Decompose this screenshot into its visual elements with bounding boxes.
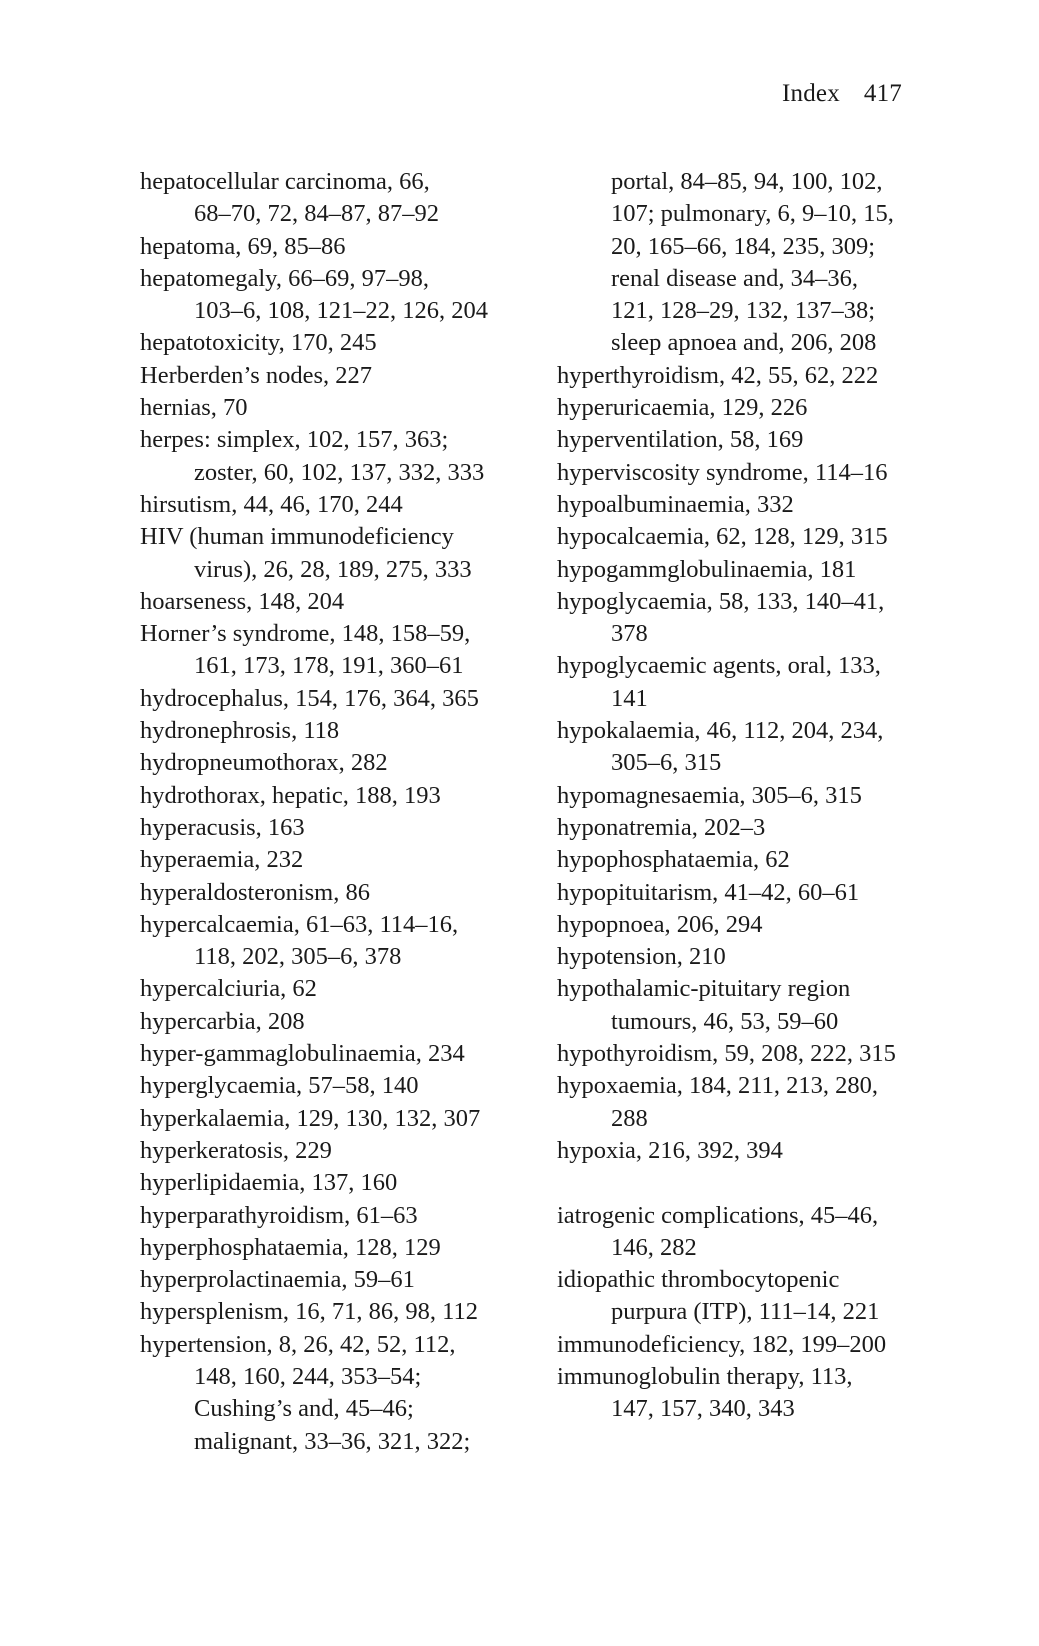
index-entry-line: hypersplenism, 16, 71, 86, 98, 112 — [140, 1298, 478, 1326]
index-entry-line: hypercarbia, 208 — [140, 1007, 305, 1035]
index-entry — [140, 1232, 540, 1264]
index-entry-line: hypothyroidism, 59, 208, 222, 315 — [557, 1040, 896, 1068]
index-entry-line: hyperventilation, 58, 169 — [557, 426, 804, 454]
index-entry-line: hyperkalaemia, 129, 130, 132, 307 — [140, 1104, 481, 1132]
index-entry-line: hyperaemia, 232 — [140, 846, 304, 874]
index-entry — [140, 877, 540, 909]
index-entry-line: hydrocephalus, 154, 176, 364, 365 — [140, 684, 479, 712]
index-entry-continuation: portal, 84–85, 94, 100, 102, — [611, 168, 883, 195]
index-entry — [557, 844, 957, 876]
index-entry-line: hyperuricaemia, 129, 226 — [557, 394, 808, 422]
index-entry — [557, 1038, 957, 1070]
index-entry-line: hypercalciuria, 62 — [140, 975, 317, 1003]
index-entry-line: hypoalbuminaemia, 332 — [557, 490, 794, 518]
page-number: 417 — [863, 80, 902, 107]
index-entry-line: hypoglycaemic agents, oral, 133, — [557, 652, 881, 680]
index-entry-line: hyperthyroidism, 42, 55, 62, 222 — [557, 361, 879, 389]
index-entry-continuation: Cushing’s and, 45–46; — [194, 1395, 414, 1423]
index-entry — [557, 166, 957, 360]
index-entry-line: hypocalcaemia, 62, 128, 129, 315 — [557, 523, 888, 551]
index-entry — [140, 392, 540, 424]
index-entry-line: hydronephrosis, 118 — [140, 717, 340, 745]
index-entry-continuation: 305–6, 315 — [611, 749, 722, 777]
index-entry — [140, 327, 540, 359]
index-entry-continuation: zoster, 60, 102, 137, 332, 333 — [194, 458, 485, 486]
index-entry-continuation: 161, 173, 178, 191, 360–61 — [194, 652, 464, 680]
index-entry — [557, 586, 957, 651]
index-entry-line: hyperprolactinaemia, 59–61 — [140, 1266, 415, 1294]
index-entry-line: hypotension, 210 — [557, 943, 726, 971]
index-entry — [140, 909, 540, 974]
index-entry — [140, 166, 540, 231]
index-entry-line: hypoglycaemia, 58, 133, 140–41, — [557, 587, 885, 615]
index-entry — [140, 1200, 540, 1232]
index-entry — [140, 1006, 540, 1038]
index-entry-continuation: malignant, 33–36, 321, 322; — [194, 1427, 471, 1455]
index-entry — [557, 715, 957, 780]
index-entry — [140, 844, 540, 876]
index-entry-line: hypopituitarism, 41–42, 60–61 — [557, 878, 860, 906]
index-entry — [557, 877, 957, 909]
index-entry — [140, 812, 540, 844]
index-entry-line: hypomagnesaemia, 305–6, 315 — [557, 781, 862, 809]
index-entry-line: hypoxia, 216, 392, 394 — [557, 1136, 783, 1164]
index-entry-continuation: 121, 128–29, 132, 137–38; — [611, 297, 876, 325]
index-entry-line: hyponatremia, 202–3 — [557, 813, 766, 841]
index-entry-line: hepatocellular carcinoma, 66, — [140, 168, 430, 195]
index-entry-continuation: renal disease and, 34–36, — [611, 264, 858, 292]
index-entry-line: hyperparathyroidism, 61–63 — [140, 1201, 418, 1229]
index-entry — [557, 360, 957, 392]
index-entry — [140, 231, 540, 263]
index-entry-line: hoarseness, 148, 204 — [140, 587, 345, 615]
index-entry — [140, 973, 540, 1005]
index-entry — [140, 1038, 540, 1070]
index-entry — [140, 263, 540, 328]
index-entry-continuation: 378 — [611, 620, 648, 648]
running-header — [782, 80, 902, 108]
index-entry — [557, 1329, 957, 1361]
index-entry-line: hyperphosphataemia, 128, 129 — [140, 1233, 441, 1261]
index-entry-line: hernias, 70 — [140, 394, 248, 422]
index-entry-line: hyperkeratosis, 229 — [140, 1136, 332, 1164]
index-entry — [557, 812, 957, 844]
index-entry — [557, 1070, 957, 1135]
index-entry — [140, 360, 540, 392]
index-entry-line: hypothalamic-pituitary region — [557, 975, 851, 1003]
index-entry — [557, 1264, 957, 1329]
index-entry — [557, 554, 957, 586]
index-entry — [557, 973, 957, 1038]
index-entry — [140, 521, 540, 586]
index-entry-line: immunoglobulin therapy, 113, — [557, 1362, 853, 1390]
index-entry — [140, 780, 540, 812]
index-entry — [140, 1070, 540, 1102]
index-entry-line: hypokalaemia, 46, 112, 204, 234, — [557, 717, 884, 745]
index-entry — [140, 424, 540, 489]
index-letter-gap — [557, 1167, 957, 1199]
index-entry — [140, 747, 540, 779]
index-entry-line: hyperglycaemia, 57–58, 140 — [140, 1072, 419, 1100]
index-entry — [557, 1135, 957, 1167]
index-entry — [140, 715, 540, 747]
index-entry-line: hyperviscosity syndrome, 114–16 — [557, 458, 888, 486]
index-entry-line: hyperaldosteronism, 86 — [140, 878, 370, 906]
index-entry — [557, 457, 957, 489]
index-entry-continuation: virus), 26, 28, 189, 275, 333 — [194, 555, 472, 583]
index-column-left — [140, 166, 540, 1458]
index-entry — [140, 489, 540, 521]
index-entry — [140, 1329, 540, 1458]
index-entry — [557, 489, 957, 521]
index-entry-line: hirsutism, 44, 46, 170, 244 — [140, 490, 403, 518]
index-entry — [140, 1135, 540, 1167]
index-entry-line: hydropneumothorax, 282 — [140, 749, 388, 777]
index-entry-line: hydrothorax, hepatic, 188, 193 — [140, 781, 441, 809]
index-entry — [557, 424, 957, 456]
index-entry — [557, 909, 957, 941]
index-entry-line: hepatomegaly, 66–69, 97–98, — [140, 264, 429, 292]
index-entry-line: hypoxaemia, 184, 211, 213, 280, — [557, 1072, 878, 1100]
index-entry-continuation: 288 — [611, 1104, 648, 1132]
index-entry-line: iatrogenic complications, 45–46, — [557, 1201, 879, 1229]
index-entry-continuation: 147, 157, 340, 343 — [611, 1395, 795, 1423]
index-entry — [557, 1200, 957, 1265]
index-entry-line: Herberden’s nodes, 227 — [140, 361, 373, 389]
index-entry — [140, 1296, 540, 1328]
index-entry-continuation: 68–70, 72, 84–87, 87–92 — [194, 200, 439, 228]
index-entry-line: hypopnoea, 206, 294 — [557, 910, 763, 938]
index-entry-line: hypertension, 8, 26, 42, 52, 112, — [140, 1330, 456, 1358]
index-entry — [140, 618, 540, 683]
index-entry-line: Horner’s syndrome, 148, 158–59, — [140, 620, 471, 648]
index-entry-line: herpes: simplex, 102, 157, 363; — [140, 426, 449, 454]
index-entry — [557, 392, 957, 424]
index-entry-continuation: 141 — [611, 684, 648, 712]
index-column-right — [557, 166, 957, 1426]
index-entry-continuation: tumours, 46, 53, 59–60 — [611, 1007, 839, 1035]
index-entry — [557, 941, 957, 973]
index-entry-line: hepatotoxicity, 170, 245 — [140, 329, 377, 357]
index-entry-line: idiopathic thrombocytopenic — [557, 1266, 840, 1294]
index-entry — [557, 1361, 957, 1426]
index-entry — [140, 586, 540, 618]
index-entry-line: immunodeficiency, 182, 199–200 — [557, 1330, 887, 1358]
index-entry-line: hypophosphataemia, 62 — [557, 846, 790, 874]
index-entry-continuation: 148, 160, 244, 353–54; — [194, 1362, 422, 1390]
header-title: Index — [781, 80, 840, 107]
index-entry — [140, 683, 540, 715]
index-entry-line: hyper-gammaglobulinaemia, 234 — [140, 1040, 465, 1068]
index-entry-line: hyperlipidaemia, 137, 160 — [140, 1169, 398, 1197]
index-entry-line: hypercalcaemia, 61–63, 114–16, — [140, 910, 459, 938]
index-entry-line: HIV (human immunodeficiency — [140, 523, 454, 551]
index-entry-line: hyperacusis, 163 — [140, 813, 305, 841]
index-entry-continuation: 20, 165–66, 184, 235, 309; — [611, 232, 876, 260]
index-entry — [557, 780, 957, 812]
index-entry-continuation: 118, 202, 305–6, 378 — [194, 943, 402, 971]
index-entry — [140, 1264, 540, 1296]
index-entry-continuation: 103–6, 108, 121–22, 126, 204 — [194, 297, 488, 325]
index-entry-continuation: 107; pulmonary, 6, 9–10, 15, — [611, 200, 894, 228]
index-entry-continuation: purpura (ITP), 111–14, 221 — [611, 1298, 880, 1326]
index-entry-line: hepatoma, 69, 85–86 — [140, 232, 346, 260]
index-entry-continuation: 146, 282 — [611, 1233, 697, 1261]
index-entry — [140, 1167, 540, 1199]
index-entry-continuation: sleep apnoea and, 206, 208 — [611, 329, 877, 357]
index-entry-line: hypogammglobulinaemia, 181 — [557, 555, 857, 583]
index-entry — [557, 650, 957, 715]
index-entry — [140, 1103, 540, 1135]
index-entry — [557, 521, 957, 553]
